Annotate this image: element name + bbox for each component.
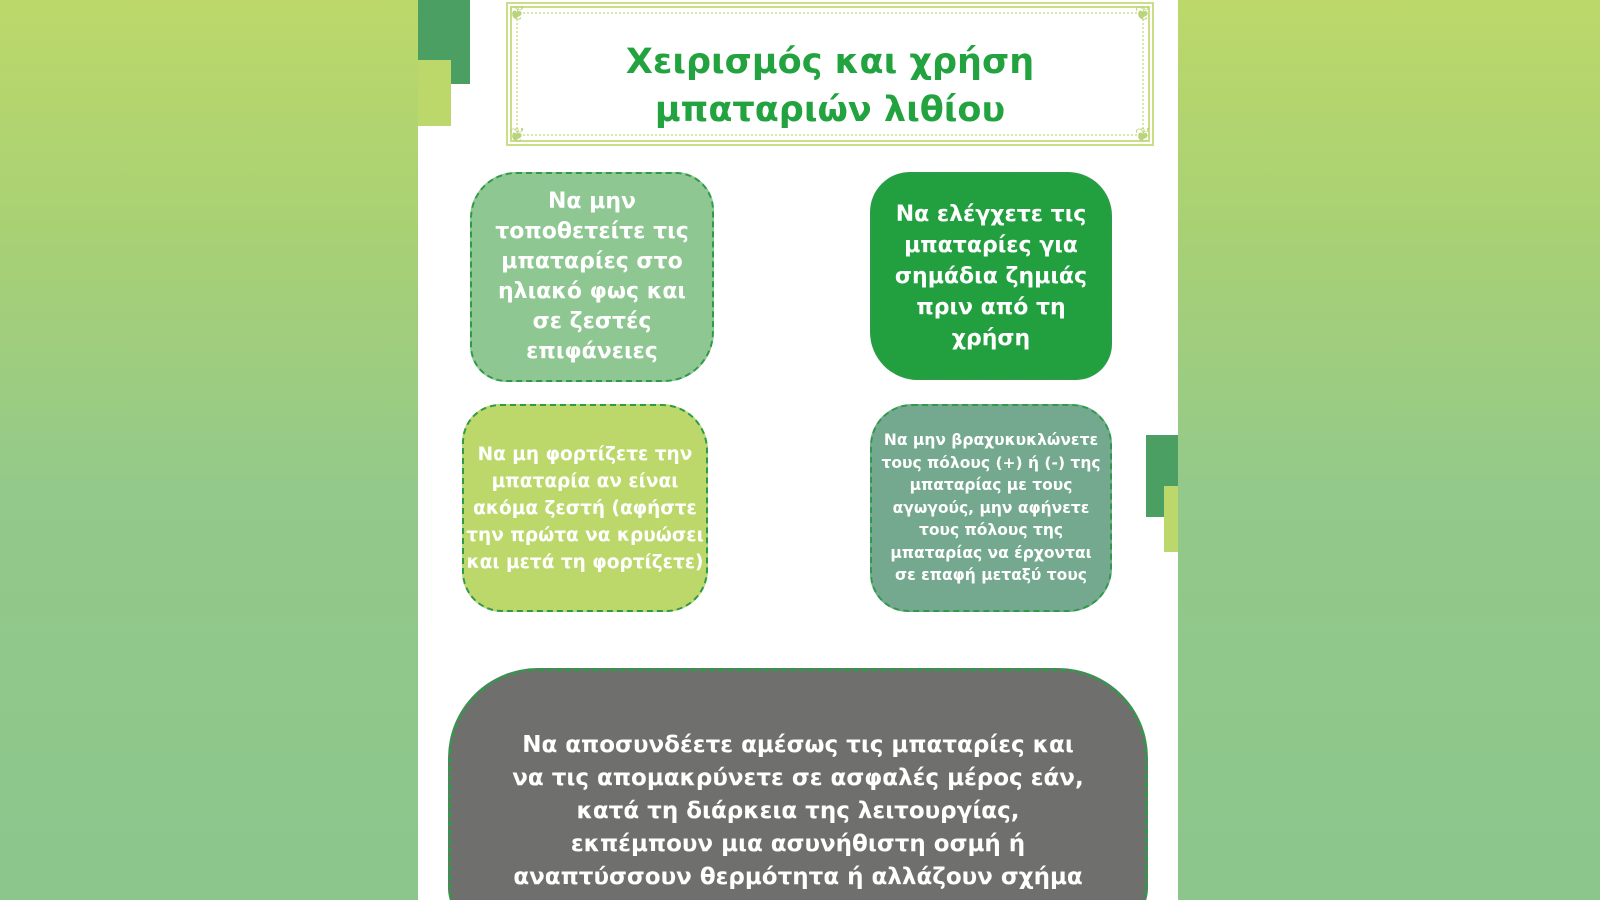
title-frame (506, 2, 1154, 146)
tip-card-charging (462, 404, 708, 612)
ornament-icon: ❦ (508, 1, 526, 25)
decor-block-right-light (1164, 486, 1178, 552)
infographic-page (418, 0, 1178, 900)
tip-text: Να ελέγχετε τις μπαταρίες για σημάδια ζημιάς πριν από τη χρήση (894, 201, 1088, 351)
ornament-icon: ❦ (508, 123, 526, 147)
tip-text: Να μην βραχυκυκλώνετε τους πόλους (+) ή (-) της μπαταρίας με τους αγωγούς, μην αφήνετε τους πόλους της μπαταρίας να έρχονται σε επαφή μεταξύ τους (881, 431, 1101, 585)
tip-card-sunlight (470, 172, 714, 382)
decor-block-top-left-light (418, 60, 451, 126)
tip-text: Να μη φορτίζετε την μπαταρία αν είναι ακόμα ζεστή (αφήστε την πρώτα να κρυώσει και μετά τη φορτίζετε) (466, 443, 704, 573)
page-title: Χειρισμός και χρήση μπαταριών λιθίου (625, 42, 1035, 130)
ornament-icon: ❦ (1134, 123, 1152, 147)
tip-card-short-circuit (870, 404, 1112, 612)
tip-card-disconnect (448, 668, 1148, 900)
tip-card-inspect (870, 172, 1112, 380)
tip-text: Να αποσυνδέετε αμέσως τις μπαταρίες και να τις απομακρύνετε σε ασφαλές μέρος εάν, κατά τη διάρκεια της λειτουργίας, εκπέμπουν μια ασυνήθιστη οσμή ή αναπτύσσουν θερμότητα ή αλλάζουν σχήμα (512, 732, 1084, 890)
ornament-icon: ❦ (1134, 1, 1152, 25)
tip-text: Να μην τοποθετείτε τις μπαταρίες στο ηλιακό φως και σε ζεστές επιφάνειες (495, 189, 689, 364)
